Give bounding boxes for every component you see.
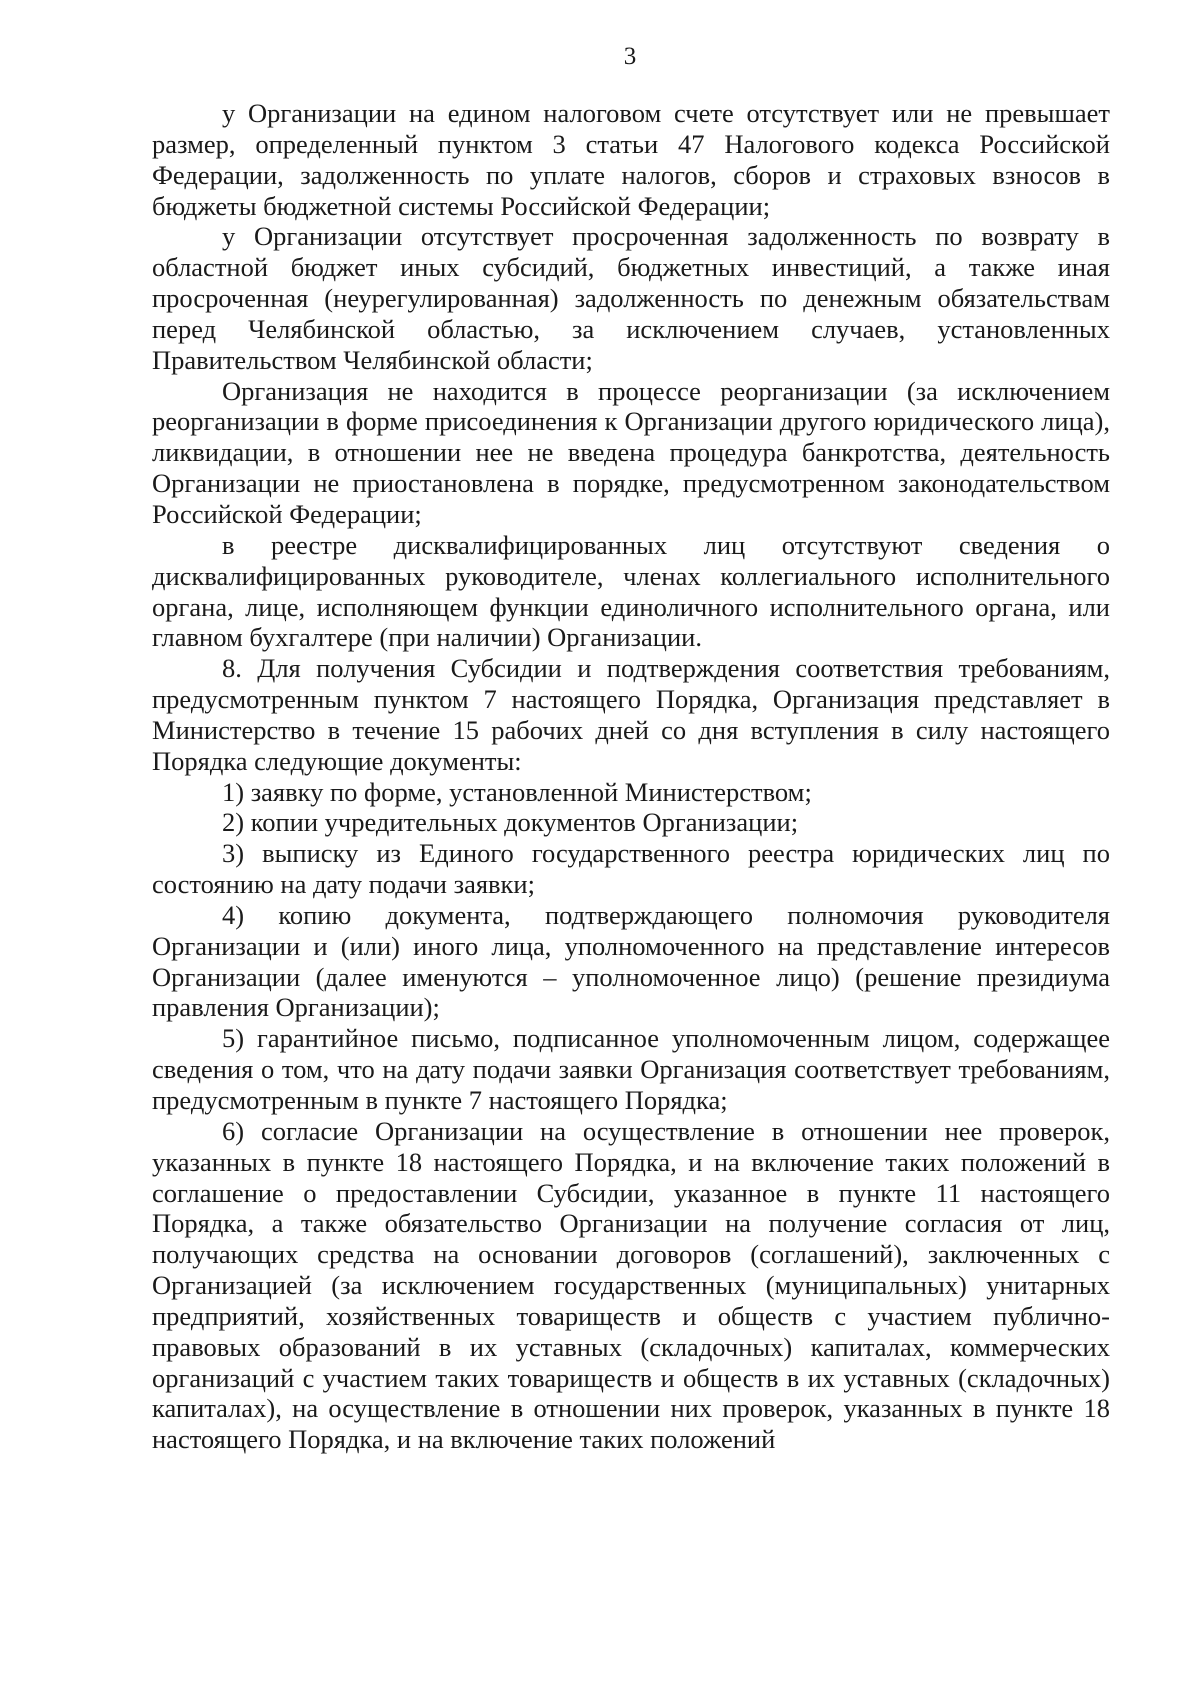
list-item-6: 6) согласие Организации на осуществление в отношении нее проверок, указанных в пункте 18 настоящего Порядка, и на включение таких положений в соглашение о предоставлении Субсидии, указанное в пункте 11 настоящего Порядка, а также обязательство Организации на получение согласия от лиц, получающих средства на основании договоров (соглашений), заключенных с Организацией (за исключением государственных (муниципальных) унитарных предприятий, хозяйственных товариществ и обществ с участием публично-правовых образований в их уставных (складочных) капиталах, коммерческих организаций с участием таких товариществ и обществ в их уставных (складочных) капиталах), на осуществление в отношении них проверок, указанных в пункте 18 настоящего Порядка, и на включение таких положений [152, 1115, 1110, 1455]
list-item-2: 2) копии учредительных документов Организации; [222, 807, 799, 838]
list-item-5: 5) гарантийное письмо, подписанное уполномоченным лицом, содержащее сведения о том, что на дату подачи заявки Организация соответствует требованиям, предусмотренным в пункте 7 настоящего Порядка; [152, 1023, 1110, 1115]
document-body [152, 98, 1110, 1455]
paragraph-reorganization: Организация не находится в процессе реорганизации (за исключением реорганизации в форме присоединения к Организации другого юридического лица), ликвидации, в отношении нее не введена процедура банкротства, деятельность Организации не приостановлена в порядке, предусмотренном законодательством Российской Федерации; [152, 375, 1110, 529]
paragraph-overdue-debt: у Организации отсутствует просроченная задолженность по возврату в областной бюджет иных субсидий, бюджетных инвестиций, а также иная просроченная (неурегулированная) задолженность по денежным обязательствам перед Челябинской областью, за исключением случаев, установленных Правительством Челябинской области; [152, 221, 1110, 375]
page-number: 3 [623, 43, 637, 70]
paragraph-disqualified-persons: в реестре дисквалифицированных лиц отсутствуют сведения о дисквалифицированных руководителе, членах коллегиального исполнительного органа, лице, исполняющем функции единоличного исполнительного органа, или главном бухгалтере (при наличии) Организации. [152, 529, 1110, 653]
paragraph-tax-debt: у Организации на едином налоговом счете отсутствует или не превышает размер, определенный пунктом 3 статьи 47 Налогового кодекса Российской Федерации, задолженность по уплате налогов, сборов и страховых взносов в бюджеты бюджетной системы Российской Федерации; [152, 98, 1110, 221]
paragraph-section-8: 8. Для получения Субсидии и подтверждения соответствия требованиям, предусмотренным пунктом 7 настоящего Порядка, Организация представляет в Министерство в течение 15 рабочих дней со дня вступления в силу настоящего Порядка следующие документы: [152, 653, 1110, 776]
list-item-3: 3) выписку из Единого государственного реестра юридических лиц по состоянию на дату подачи заявки; [152, 838, 1110, 900]
list-item-4: 4) копию документа, подтверждающего полномочия руководителя Организации и (или) иного лица, уполномоченного на представление интересов Организации (далее именуются – уполномоченное лицо) (решение президиума правления Организации); [152, 899, 1110, 1023]
list-item-1: 1) заявку по форме, установленной Министерством; [222, 776, 812, 807]
